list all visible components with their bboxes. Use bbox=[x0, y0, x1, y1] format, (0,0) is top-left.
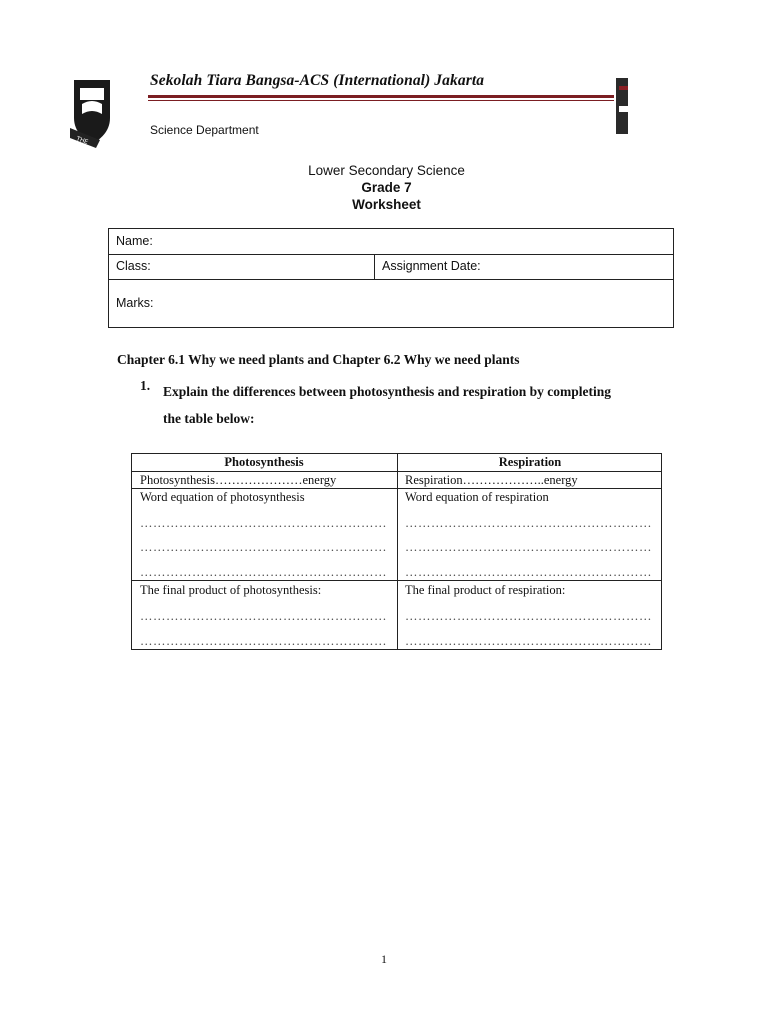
answer-dotted-line: ………………………………………………… bbox=[140, 609, 387, 623]
page-number: 1 bbox=[381, 952, 387, 966]
answer-dotted-line: ………………………………………………… bbox=[405, 565, 652, 579]
answer-dotted-line: ………………………………………………… bbox=[405, 634, 652, 648]
answer-dotted-line: ………………………………………………… bbox=[140, 540, 387, 554]
svg-text:THE: THE bbox=[75, 135, 89, 146]
question-number: 1. bbox=[140, 378, 151, 393]
worksheet-title bbox=[0, 162, 768, 213]
partner-crest-logo bbox=[614, 78, 628, 136]
photosynthesis-energy-cell: Photosynthesis…………………energy bbox=[140, 473, 337, 487]
photosynthesis-equation-label: Word equation of photosynthesis bbox=[140, 490, 305, 504]
question-text: Explain the differences between photosynthesis and respiration by completing the table below: bbox=[163, 384, 612, 426]
respiration-equation-label: Word equation of respiration bbox=[405, 490, 549, 504]
answer-dotted-line: ………………………………………………… bbox=[405, 540, 652, 554]
marks-field-label: Marks: bbox=[116, 296, 154, 310]
comparison-table bbox=[131, 453, 662, 650]
department-label: Science Department bbox=[150, 123, 259, 137]
school-name: Sekolah Tiara Bangsa-ACS (International) Jakarta bbox=[150, 72, 485, 89]
photosynthesis-product-label: The final product of photosynthesis: bbox=[140, 583, 322, 597]
answer-dotted-line: ………………………………………………… bbox=[140, 634, 387, 648]
student-info-box bbox=[108, 228, 674, 328]
respiration-energy-cell: Respiration………………..energy bbox=[405, 473, 578, 487]
answer-dotted-line: ………………………………………………… bbox=[140, 565, 387, 579]
respiration-product-label: The final product of respiration: bbox=[405, 583, 566, 597]
answer-dotted-line: ………………………………………………… bbox=[405, 516, 652, 530]
header-respiration: Respiration bbox=[498, 455, 562, 469]
answer-dotted-line: ………………………………………………… bbox=[405, 609, 652, 623]
class-date-divider bbox=[374, 255, 375, 279]
class-field-label: Class: bbox=[116, 259, 151, 273]
header-rule-thin bbox=[148, 100, 614, 101]
name-field-label: Name: bbox=[116, 234, 153, 248]
table-rule bbox=[132, 580, 661, 581]
header-photosynthesis: Photosynthesis bbox=[224, 455, 304, 469]
chapter-heading: Chapter 6.1 Why we need plants and Chapter 6.2 Why we need plants bbox=[117, 352, 520, 367]
table-rule bbox=[132, 488, 661, 489]
answer-dotted-line: ………………………………………………… bbox=[140, 516, 387, 530]
title-grade: Grade 7 bbox=[361, 180, 412, 195]
title-type: Worksheet bbox=[352, 197, 421, 212]
school-crest-logo bbox=[70, 78, 112, 148]
name-row bbox=[109, 229, 673, 255]
title-subject: Lower Secondary Science bbox=[308, 163, 465, 178]
table-column-divider bbox=[397, 454, 398, 649]
header-rule-thick bbox=[148, 95, 614, 98]
table-rule bbox=[132, 471, 661, 472]
assignment-date-label: Assignment Date: bbox=[382, 259, 481, 273]
